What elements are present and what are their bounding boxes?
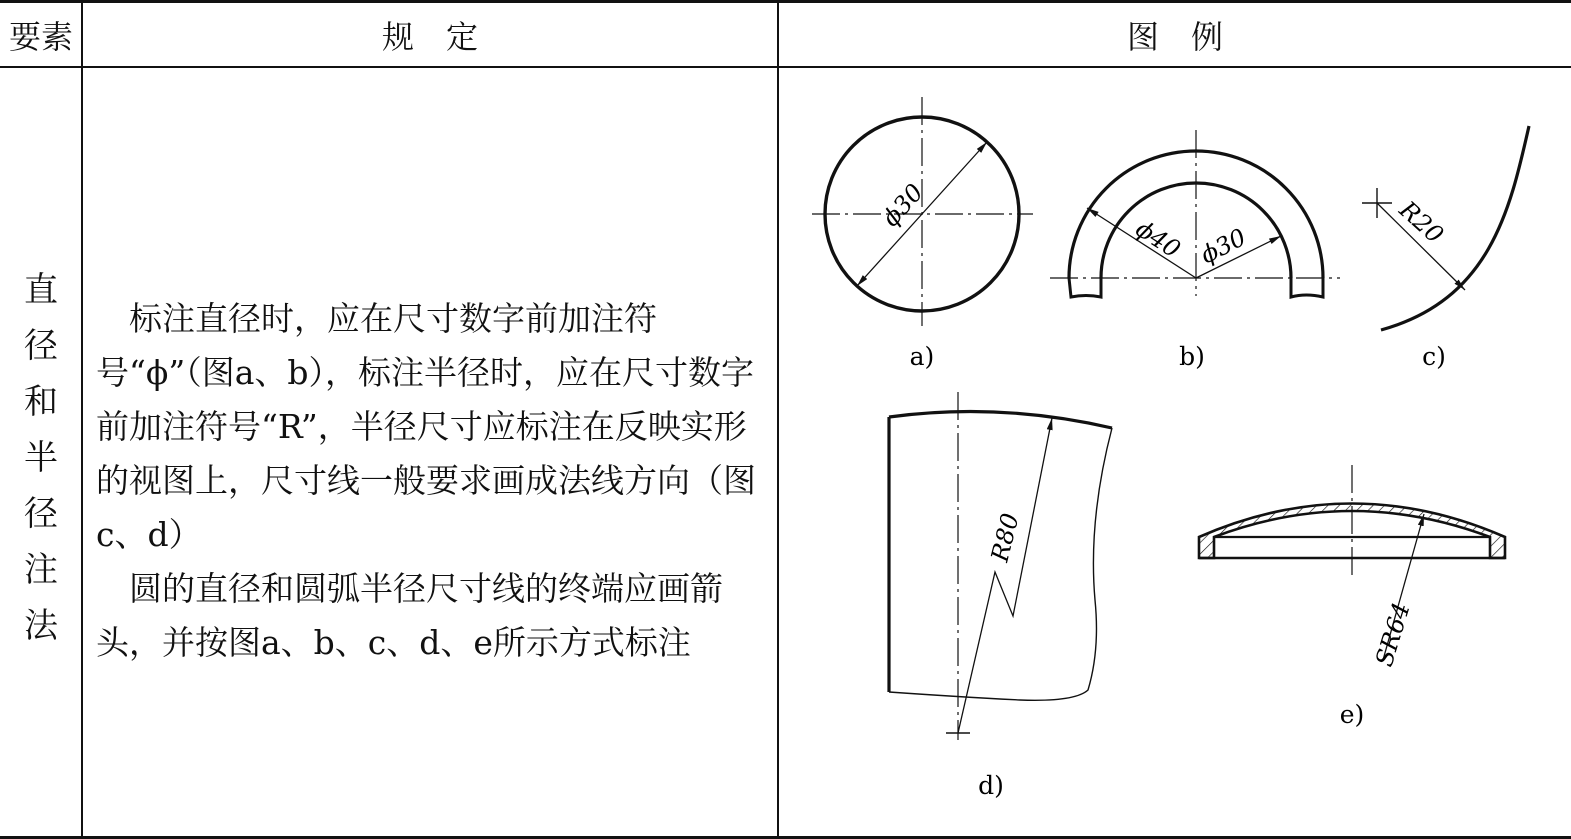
element-char: 法 bbox=[24, 606, 58, 646]
arc-outline bbox=[889, 412, 1112, 428]
figure-c bbox=[1362, 126, 1529, 371]
rule-paragraph: 圆的直径和圆弧半径尺寸线的终端应画箭头，并按图a、b、c、d、e所示方式标注 bbox=[96, 569, 723, 662]
break-right bbox=[1291, 278, 1323, 297]
radius-dimension-line bbox=[958, 418, 1052, 733]
element-char: 直 bbox=[24, 270, 58, 310]
header-element: 要素 bbox=[8, 18, 73, 56]
rule-paragraph: 标注直径时，应在尺寸数字前加注符号“ϕ”（图a、b），标注半径时，应在尺寸数字前加注符号“R”，半径尺寸应标注在反映实形的视图上，尺寸线一般要求画成法线方向（图c、d） bbox=[96, 299, 756, 554]
dimension-label: R20 bbox=[1393, 195, 1449, 249]
break-left bbox=[1069, 278, 1101, 297]
dimension-label: R80 bbox=[985, 510, 1025, 565]
header-example: 图 例 bbox=[1126, 18, 1223, 56]
dimension-label-outer: ϕ40 bbox=[1130, 214, 1186, 264]
dimension-label: ϕ30 bbox=[876, 178, 929, 233]
figure-e bbox=[1199, 465, 1505, 729]
element-name-vertical bbox=[0, 262, 82, 654]
example-figures bbox=[779, 67, 1569, 835]
figure-caption: c) bbox=[1422, 342, 1446, 371]
element-char: 径 bbox=[24, 326, 58, 366]
dimension-label-inner: ϕ30 bbox=[1196, 223, 1251, 270]
element-char: 径 bbox=[24, 494, 58, 534]
figure-b bbox=[1050, 130, 1340, 371]
element-char: 半 bbox=[24, 438, 58, 478]
figure-caption: b) bbox=[1179, 342, 1205, 371]
element-char: 和 bbox=[24, 382, 58, 422]
figure-d bbox=[889, 392, 1112, 800]
break-line bbox=[889, 428, 1112, 700]
element-char: 注 bbox=[24, 550, 58, 590]
rule-text bbox=[96, 292, 768, 670]
dimension-label: SR64 bbox=[1369, 599, 1416, 670]
figure-caption: d) bbox=[978, 771, 1004, 800]
header-rule: 规 定 bbox=[381, 18, 478, 56]
figure-caption: e) bbox=[1339, 700, 1365, 729]
table-top-border bbox=[0, 0, 1571, 3]
figure-caption: a) bbox=[909, 342, 935, 371]
figure-a bbox=[812, 97, 1033, 371]
